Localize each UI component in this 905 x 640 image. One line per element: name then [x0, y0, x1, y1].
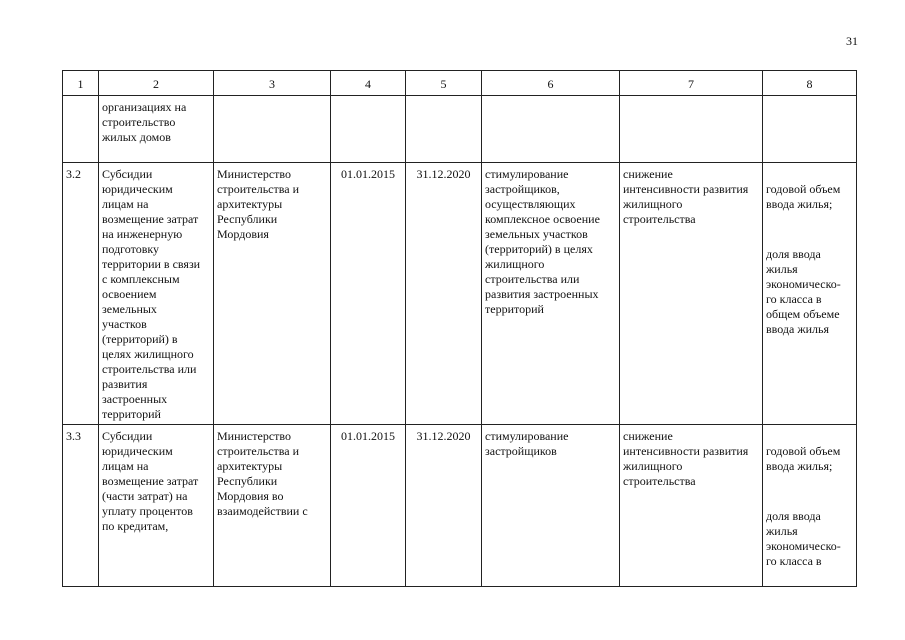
column-header: 1 [63, 71, 99, 96]
measure-name-cell: Субсидии юридическим лицам на возмещение затрат (части затрат) на уплату процентов по кредитам, [99, 425, 214, 587]
expected-result-cell: стимулирование застройщиков, осуществляющих комплексное освоение земельных участков (территорий) в целях жилищного строительства или развития застроенных территорий [482, 163, 620, 425]
indicator-text: доля ввода жилья экономическо- го класса в общем объеме ввода жилья [766, 247, 841, 336]
table-row [63, 96, 857, 163]
expected-result-cell [482, 96, 620, 163]
row-number-cell: 3.2 [63, 163, 99, 425]
indicator-text: доля ввода жилья экономическо- го класса в [766, 509, 841, 568]
column-header: 6 [482, 71, 620, 96]
consequence-cell: снижение интенсивности развития жилищного строительства [620, 163, 763, 425]
table-row [63, 425, 857, 587]
indicator-text: годовой объем ввода жилья; [766, 444, 841, 473]
indicator-cell [763, 425, 857, 587]
consequence-cell [620, 96, 763, 163]
row-number-cell: 3.3 [63, 425, 99, 587]
indicator-cell [763, 96, 857, 163]
column-header: 2 [99, 71, 214, 96]
column-header: 3 [214, 71, 331, 96]
consequence-cell: снижение интенсивности развития жилищного строительства [620, 425, 763, 587]
executor-cell: Министерство строительства и архитектуры Республики Мордовия [214, 163, 331, 425]
end-date-cell [406, 96, 482, 163]
measure-name-cell: организациях на строительство жилых домов [99, 96, 214, 163]
indicator-cell [763, 163, 857, 425]
end-date-cell: 31.12.2020 [406, 163, 482, 425]
measure-name-cell: Субсидии юридическим лицам на возмещение затрат на инженерную подготовку территории в связи с комплексным освоением земельных участков (территорий) в целях жилищного строительства или развития застроенных территорий [99, 163, 214, 425]
end-date-cell: 31.12.2020 [406, 425, 482, 587]
table-row [63, 163, 857, 425]
column-header: 8 [763, 71, 857, 96]
page-number: 31 [846, 34, 858, 48]
column-header: 4 [331, 71, 406, 96]
executor-cell: Министерство строительства и архитектуры Республики Мордовия во взаимодействии с [214, 425, 331, 587]
row-number-cell [63, 96, 99, 163]
executor-cell [214, 96, 331, 163]
column-header: 7 [620, 71, 763, 96]
column-number-header-row [63, 71, 857, 96]
start-date-cell [331, 96, 406, 163]
column-header: 5 [406, 71, 482, 96]
indicator-text: годовой объем ввода жилья; [766, 182, 841, 211]
start-date-cell: 01.01.2015 [331, 425, 406, 587]
spacer [766, 489, 853, 494]
spacer [766, 227, 853, 232]
expected-result-cell: стимулирование застройщиков [482, 425, 620, 587]
start-date-cell: 01.01.2015 [331, 163, 406, 425]
program-measures-table [62, 70, 857, 587]
